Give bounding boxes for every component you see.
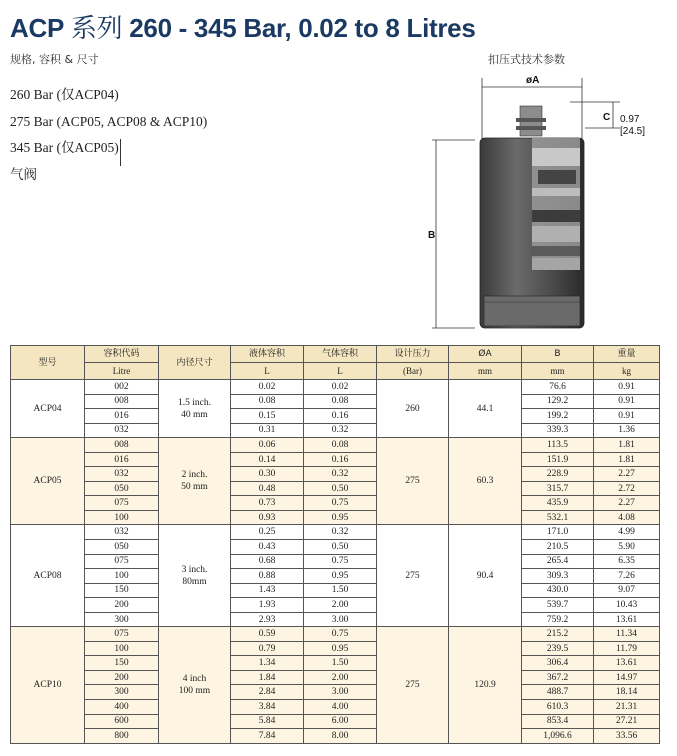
header-pressure: 设计压力 bbox=[377, 346, 449, 363]
liquid-volume-cell: 2.84 bbox=[231, 685, 304, 700]
specification-table bbox=[10, 345, 660, 744]
pressure-item: 260 Bar (仅ACP04) bbox=[10, 87, 119, 102]
liquid-volume-cell: 7.84 bbox=[231, 729, 304, 744]
weight-cell: 27.21 bbox=[594, 714, 660, 729]
gas-volume-cell: 3.00 bbox=[304, 685, 377, 700]
gas-volume-cell: 0.95 bbox=[304, 641, 377, 656]
liquid-volume-cell: 1.43 bbox=[231, 583, 304, 598]
table-row bbox=[11, 481, 660, 496]
pressure-cell: 275 bbox=[377, 627, 449, 743]
liquid-volume-cell: 0.15 bbox=[231, 409, 304, 424]
bore-cell bbox=[159, 438, 231, 525]
volume-code-cell: 050 bbox=[85, 540, 159, 555]
length-cell: 239.5 bbox=[522, 641, 594, 656]
table-row bbox=[11, 394, 660, 409]
volume-code-cell: 300 bbox=[85, 612, 159, 627]
weight-cell: 4.99 bbox=[594, 525, 660, 540]
table-row bbox=[11, 700, 660, 715]
gas-volume-cell: 0.95 bbox=[304, 569, 377, 584]
diameter-cell: 120.9 bbox=[449, 627, 522, 743]
dimension-c-value-mm: [24.5] bbox=[620, 126, 646, 137]
bore-mm: 80mm bbox=[182, 576, 207, 587]
table-row bbox=[11, 641, 660, 656]
weight-cell: 13.61 bbox=[594, 656, 660, 671]
gas-volume-cell: 0.32 bbox=[304, 423, 377, 438]
header-diameter: ØA bbox=[449, 346, 522, 363]
volume-code-cell: 032 bbox=[85, 525, 159, 540]
volume-code-cell: 100 bbox=[85, 641, 159, 656]
header-length: B bbox=[522, 346, 594, 363]
weight-cell: 2.72 bbox=[594, 481, 660, 496]
table-row bbox=[11, 685, 660, 700]
table-row bbox=[11, 612, 660, 627]
header-bore: 内径尺寸 bbox=[159, 346, 231, 380]
volume-code-cell: 150 bbox=[85, 656, 159, 671]
weight-cell: 14.97 bbox=[594, 670, 660, 685]
volume-code-cell: 050 bbox=[85, 481, 159, 496]
length-cell: 315.7 bbox=[522, 481, 594, 496]
bore-cell bbox=[159, 525, 231, 627]
gas-volume-cell: 0.02 bbox=[304, 380, 377, 395]
bore-mm: 50 mm bbox=[181, 482, 208, 493]
weight-cell: 5.90 bbox=[594, 540, 660, 555]
table-row bbox=[11, 583, 660, 598]
table-row bbox=[11, 540, 660, 555]
gas-volume-cell: 8.00 bbox=[304, 729, 377, 744]
pressure-item: 345 Bar (仅ACP05) bbox=[10, 139, 121, 166]
table-row bbox=[11, 627, 660, 642]
weight-cell: 0.91 bbox=[594, 394, 660, 409]
weight-cell: 4.08 bbox=[594, 510, 660, 525]
gas-volume-cell: 0.75 bbox=[304, 496, 377, 511]
liquid-volume-cell: 0.73 bbox=[231, 496, 304, 511]
unit-weight: kg bbox=[594, 363, 660, 380]
volume-code-cell: 016 bbox=[85, 452, 159, 467]
gas-volume-cell: 3.00 bbox=[304, 612, 377, 627]
table-row bbox=[11, 656, 660, 671]
liquid-volume-cell: 1.34 bbox=[231, 656, 304, 671]
accumulator-diagram bbox=[420, 70, 660, 335]
liquid-volume-cell: 5.84 bbox=[231, 714, 304, 729]
table-row bbox=[11, 554, 660, 569]
liquid-volume-cell: 0.08 bbox=[231, 394, 304, 409]
header-gas: 气体容积 bbox=[304, 346, 377, 363]
length-cell: 76.6 bbox=[522, 380, 594, 395]
volume-code-cell: 400 bbox=[85, 700, 159, 715]
unit-gas: L bbox=[304, 363, 377, 380]
volume-code-cell: 200 bbox=[85, 598, 159, 613]
table-row bbox=[11, 467, 660, 482]
gas-volume-cell: 0.75 bbox=[304, 627, 377, 642]
liquid-volume-cell: 0.43 bbox=[231, 540, 304, 555]
gas-volume-cell: 0.95 bbox=[304, 510, 377, 525]
weight-cell: 13.61 bbox=[594, 612, 660, 627]
weight-cell: 1.81 bbox=[594, 438, 660, 453]
table-row bbox=[11, 409, 660, 424]
weight-cell: 18.14 bbox=[594, 685, 660, 700]
pressure-cell: 275 bbox=[377, 438, 449, 525]
length-cell: 539.7 bbox=[522, 598, 594, 613]
volume-code-cell: 200 bbox=[85, 670, 159, 685]
header-volume-code: 容积代码 bbox=[85, 346, 159, 363]
length-cell: 1,096.6 bbox=[522, 729, 594, 744]
liquid-volume-cell: 0.59 bbox=[231, 627, 304, 642]
weight-cell: 2.27 bbox=[594, 496, 660, 511]
liquid-volume-cell: 0.79 bbox=[231, 641, 304, 656]
weight-cell: 9.07 bbox=[594, 583, 660, 598]
table-header-row bbox=[11, 346, 660, 363]
length-cell: 199.2 bbox=[522, 409, 594, 424]
volume-code-cell: 008 bbox=[85, 438, 159, 453]
table-row bbox=[11, 423, 660, 438]
length-cell: 171.0 bbox=[522, 525, 594, 540]
length-cell: 306.4 bbox=[522, 656, 594, 671]
table-row bbox=[11, 510, 660, 525]
liquid-volume-cell: 0.68 bbox=[231, 554, 304, 569]
unit-length: mm bbox=[522, 363, 594, 380]
table-row bbox=[11, 670, 660, 685]
weight-cell: 21.31 bbox=[594, 700, 660, 715]
liquid-volume-cell: 0.93 bbox=[231, 510, 304, 525]
title-prefix: ACP bbox=[10, 13, 64, 43]
liquid-volume-cell: 0.14 bbox=[231, 452, 304, 467]
length-cell: 367.2 bbox=[522, 670, 594, 685]
liquid-volume-cell: 1.84 bbox=[231, 670, 304, 685]
table-row bbox=[11, 452, 660, 467]
liquid-volume-cell: 0.25 bbox=[231, 525, 304, 540]
liquid-volume-cell: 1.93 bbox=[231, 598, 304, 613]
length-cell: 532.1 bbox=[522, 510, 594, 525]
liquid-volume-cell: 0.88 bbox=[231, 569, 304, 584]
weight-cell: 0.91 bbox=[594, 409, 660, 424]
diameter-cell: 90.4 bbox=[449, 525, 522, 627]
length-cell: 113.5 bbox=[522, 438, 594, 453]
volume-code-cell: 016 bbox=[85, 409, 159, 424]
length-cell: 435.9 bbox=[522, 496, 594, 511]
volume-code-cell: 002 bbox=[85, 380, 159, 395]
unit-diameter: mm bbox=[449, 363, 522, 380]
volume-code-cell: 075 bbox=[85, 496, 159, 511]
liquid-volume-cell: 0.31 bbox=[231, 423, 304, 438]
dimension-c-value: 0.97 bbox=[620, 114, 640, 125]
volume-code-cell: 075 bbox=[85, 627, 159, 642]
liquid-volume-cell: 0.06 bbox=[231, 438, 304, 453]
gas-volume-cell: 6.00 bbox=[304, 714, 377, 729]
model-cell: ACP05 bbox=[11, 438, 85, 525]
gas-volume-cell: 0.50 bbox=[304, 481, 377, 496]
table-row bbox=[11, 714, 660, 729]
bore-inch: 1.5 inch. bbox=[178, 397, 211, 408]
volume-code-cell: 150 bbox=[85, 583, 159, 598]
bore-inch: 4 inch bbox=[182, 673, 207, 684]
unit-volume-code: Litre bbox=[85, 363, 159, 380]
length-cell: 228.9 bbox=[522, 467, 594, 482]
diagram-caption: 扣压式技术参数 bbox=[488, 53, 565, 66]
unit-pressure: (Bar) bbox=[377, 363, 449, 380]
volume-code-cell: 075 bbox=[85, 554, 159, 569]
unit-liquid: L bbox=[231, 363, 304, 380]
volume-code-cell: 600 bbox=[85, 714, 159, 729]
header-liquid: 液体容积 bbox=[231, 346, 304, 363]
table-row bbox=[11, 525, 660, 540]
gas-volume-cell: 1.50 bbox=[304, 656, 377, 671]
diameter-label: øA bbox=[526, 75, 540, 86]
length-cell: 151.9 bbox=[522, 452, 594, 467]
gas-volume-cell: 0.08 bbox=[304, 394, 377, 409]
volume-code-cell: 300 bbox=[85, 685, 159, 700]
diameter-cell: 60.3 bbox=[449, 438, 522, 525]
weight-cell: 33.56 bbox=[594, 729, 660, 744]
liquid-volume-cell: 0.48 bbox=[231, 481, 304, 496]
pressure-item: 275 Bar (ACP05, ACP08 & ACP10) bbox=[10, 113, 208, 129]
header-model: 型号 bbox=[11, 346, 85, 380]
weight-cell: 2.27 bbox=[594, 467, 660, 482]
weight-cell: 7.26 bbox=[594, 569, 660, 584]
model-cell: ACP04 bbox=[11, 380, 85, 438]
length-cell: 430.0 bbox=[522, 583, 594, 598]
table-row bbox=[11, 438, 660, 453]
gas-volume-cell: 0.75 bbox=[304, 554, 377, 569]
volume-code-cell: 008 bbox=[85, 394, 159, 409]
diameter-cell: 44.1 bbox=[449, 380, 522, 438]
gas-volume-cell: 0.50 bbox=[304, 540, 377, 555]
weight-cell: 1.36 bbox=[594, 423, 660, 438]
volume-code-cell: 100 bbox=[85, 510, 159, 525]
table-row bbox=[11, 729, 660, 744]
length-cell: 610.3 bbox=[522, 700, 594, 715]
page-title bbox=[10, 8, 475, 45]
gas-volume-cell: 4.00 bbox=[304, 700, 377, 715]
gas-volume-cell: 2.00 bbox=[304, 670, 377, 685]
length-cell: 759.2 bbox=[522, 612, 594, 627]
table-row bbox=[11, 380, 660, 395]
length-cell: 265.4 bbox=[522, 554, 594, 569]
length-cell: 129.2 bbox=[522, 394, 594, 409]
volume-code-cell: 032 bbox=[85, 467, 159, 482]
liquid-volume-cell: 2.93 bbox=[231, 612, 304, 627]
title-suffix: 260 - 345 Bar, 0.02 to 8 Litres bbox=[129, 13, 476, 43]
length-cell: 488.7 bbox=[522, 685, 594, 700]
weight-cell: 6.35 bbox=[594, 554, 660, 569]
table-row bbox=[11, 496, 660, 511]
table-row bbox=[11, 569, 660, 584]
pressure-list bbox=[10, 86, 207, 192]
length-cell: 853.4 bbox=[522, 714, 594, 729]
volume-code-cell: 800 bbox=[85, 729, 159, 744]
bore-inch: 3 inch. bbox=[181, 564, 208, 575]
bore-mm: 40 mm bbox=[181, 409, 208, 420]
gas-volume-cell: 0.08 bbox=[304, 438, 377, 453]
header-weight: 重量 bbox=[594, 346, 660, 363]
gas-volume-cell: 0.32 bbox=[304, 467, 377, 482]
gas-volume-cell: 0.16 bbox=[304, 452, 377, 467]
length-cell: 309.3 bbox=[522, 569, 594, 584]
liquid-volume-cell: 0.30 bbox=[231, 467, 304, 482]
table-row bbox=[11, 598, 660, 613]
gas-volume-cell: 0.16 bbox=[304, 409, 377, 424]
weight-cell: 0.91 bbox=[594, 380, 660, 395]
volume-code-cell: 032 bbox=[85, 423, 159, 438]
table-unit-row bbox=[11, 363, 660, 380]
liquid-volume-cell: 3.84 bbox=[231, 700, 304, 715]
gas-volume-cell: 1.50 bbox=[304, 583, 377, 598]
pressure-item: 气阀 bbox=[10, 166, 37, 182]
gas-volume-cell: 0.32 bbox=[304, 525, 377, 540]
weight-cell: 1.81 bbox=[594, 452, 660, 467]
length-cell: 210.5 bbox=[522, 540, 594, 555]
length-cell: 215.2 bbox=[522, 627, 594, 642]
bore-mm: 100 mm bbox=[178, 685, 211, 696]
weight-cell: 11.79 bbox=[594, 641, 660, 656]
page-subtitle: 规格, 容积 & 尺寸 bbox=[10, 53, 99, 66]
bore-cell bbox=[159, 627, 231, 743]
pressure-cell: 260 bbox=[377, 380, 449, 438]
volume-code-cell: 100 bbox=[85, 569, 159, 584]
length-cell: 339.3 bbox=[522, 423, 594, 438]
liquid-volume-cell: 0.02 bbox=[231, 380, 304, 395]
title-series: 系列 bbox=[64, 13, 130, 43]
gas-volume-cell: 2.00 bbox=[304, 598, 377, 613]
model-cell: ACP10 bbox=[11, 627, 85, 743]
bore-inch: 2 inch. bbox=[181, 470, 208, 481]
dimension-b-label: B bbox=[428, 230, 436, 241]
weight-cell: 11.34 bbox=[594, 627, 660, 642]
model-cell: ACP08 bbox=[11, 525, 85, 627]
dimension-c-label: C bbox=[603, 112, 611, 123]
bore-cell bbox=[159, 380, 231, 438]
table-body bbox=[11, 380, 660, 744]
weight-cell: 10.43 bbox=[594, 598, 660, 613]
pressure-cell: 275 bbox=[377, 525, 449, 627]
